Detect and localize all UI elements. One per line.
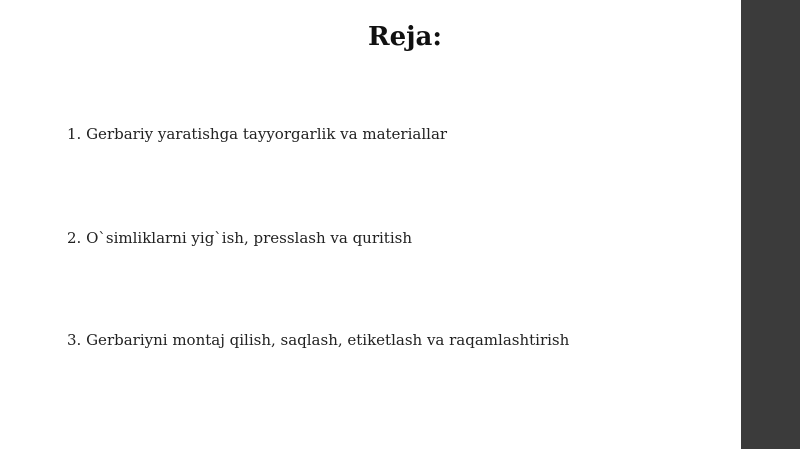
plan-item-1: 1. Gerbariy yaratishga tayyorgarlik va materiallar: [67, 125, 448, 143]
plan-item-2: 2. O`simliklarni yig`ish, presslash va quritish: [67, 229, 412, 247]
slide-title: Reja:: [367, 22, 442, 52]
side-panel: [741, 0, 800, 449]
plan-item-3: 3. Gerbariyni montaj qilish, saqlash, etiketlash va raqamlashtirish: [67, 331, 570, 349]
